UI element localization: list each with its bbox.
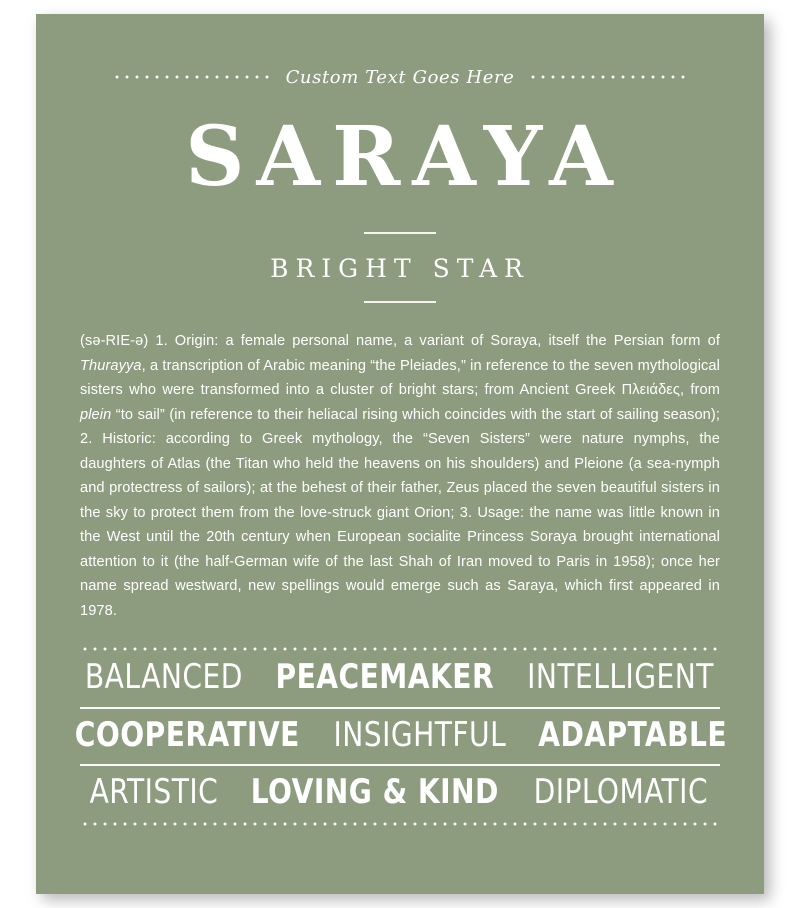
trait-word: ADAPTABLE [537, 714, 727, 755]
meaning-text: BRIGHT STAR [270, 254, 530, 283]
trait-word: PEACEMAKER [275, 657, 494, 697]
divider-above-meaning [364, 232, 436, 234]
definition-italic-1: Thurayya [80, 357, 142, 374]
traits-solid-divider-2 [80, 764, 720, 766]
traits-solid-divider-1 [80, 707, 720, 709]
name-art-poster [36, 14, 764, 894]
trait-word: INSIGHTFUL [333, 714, 507, 755]
trait-word: COOPERATIVE [74, 714, 301, 755]
trait-word: DIPLOMATIC [533, 772, 709, 813]
divider-below-meaning [364, 301, 436, 303]
trait-word: LOVING & KIND [251, 772, 500, 813]
custom-text: Custom Text Goes Here [285, 66, 515, 88]
custom-text-row [80, 14, 720, 94]
definition-part-2: , a transcription of Arabic meaning “the Pleiades,” in reference to the seven mythological sisters who were transformed into a cluster of bright stars; from Ancient Greek Πλειάδες, from [80, 357, 720, 398]
trait-word: INTELLIGENT [527, 657, 715, 697]
definition-text [80, 329, 720, 623]
trait-word: ARTISTIC [90, 772, 219, 813]
dotted-rule-left-icon [112, 75, 272, 79]
table-row [80, 651, 720, 707]
dotted-rule-right-icon [528, 75, 688, 79]
meaning-block [80, 232, 720, 303]
page-title: SARAYA [185, 109, 625, 205]
table-row [80, 766, 720, 822]
definition-part-3: “to sail” (in reference to their heliacal rising which coincides with the start of sailing season); 2. Historic: according to Greek mythology, the “Seven Sisters” were nature nymphs, the daughters of Atlas (the Titan who held the heavens on his shoulders) and Pleione (a sea-nymph and protectress of sailors); at the behest of their father, Zeus placed the seven beautiful sisters in the sky to protect them from the love-struck giant Orion; 3. Usage: the name was little known in the West until the 20th century when European socialite Princess Soraya brought international attention to it (the half-German wife of the last Shah of Iran moved to Paris in 1958); once her name spread westward, new spellings would emerge such as Saraya, which first appeared in 1978. [80, 406, 720, 619]
trait-word: BALANCED [84, 657, 243, 697]
table-row [74, 709, 727, 765]
definition-italic-2: plein [80, 406, 112, 423]
traits-section [74, 647, 727, 826]
definition-part-1: (sə-RIE-ə) 1. Origin: a female personal name, a variant of Soraya, itself the Persian form of [80, 333, 720, 349]
traits-dotted-divider-bottom [80, 822, 720, 826]
